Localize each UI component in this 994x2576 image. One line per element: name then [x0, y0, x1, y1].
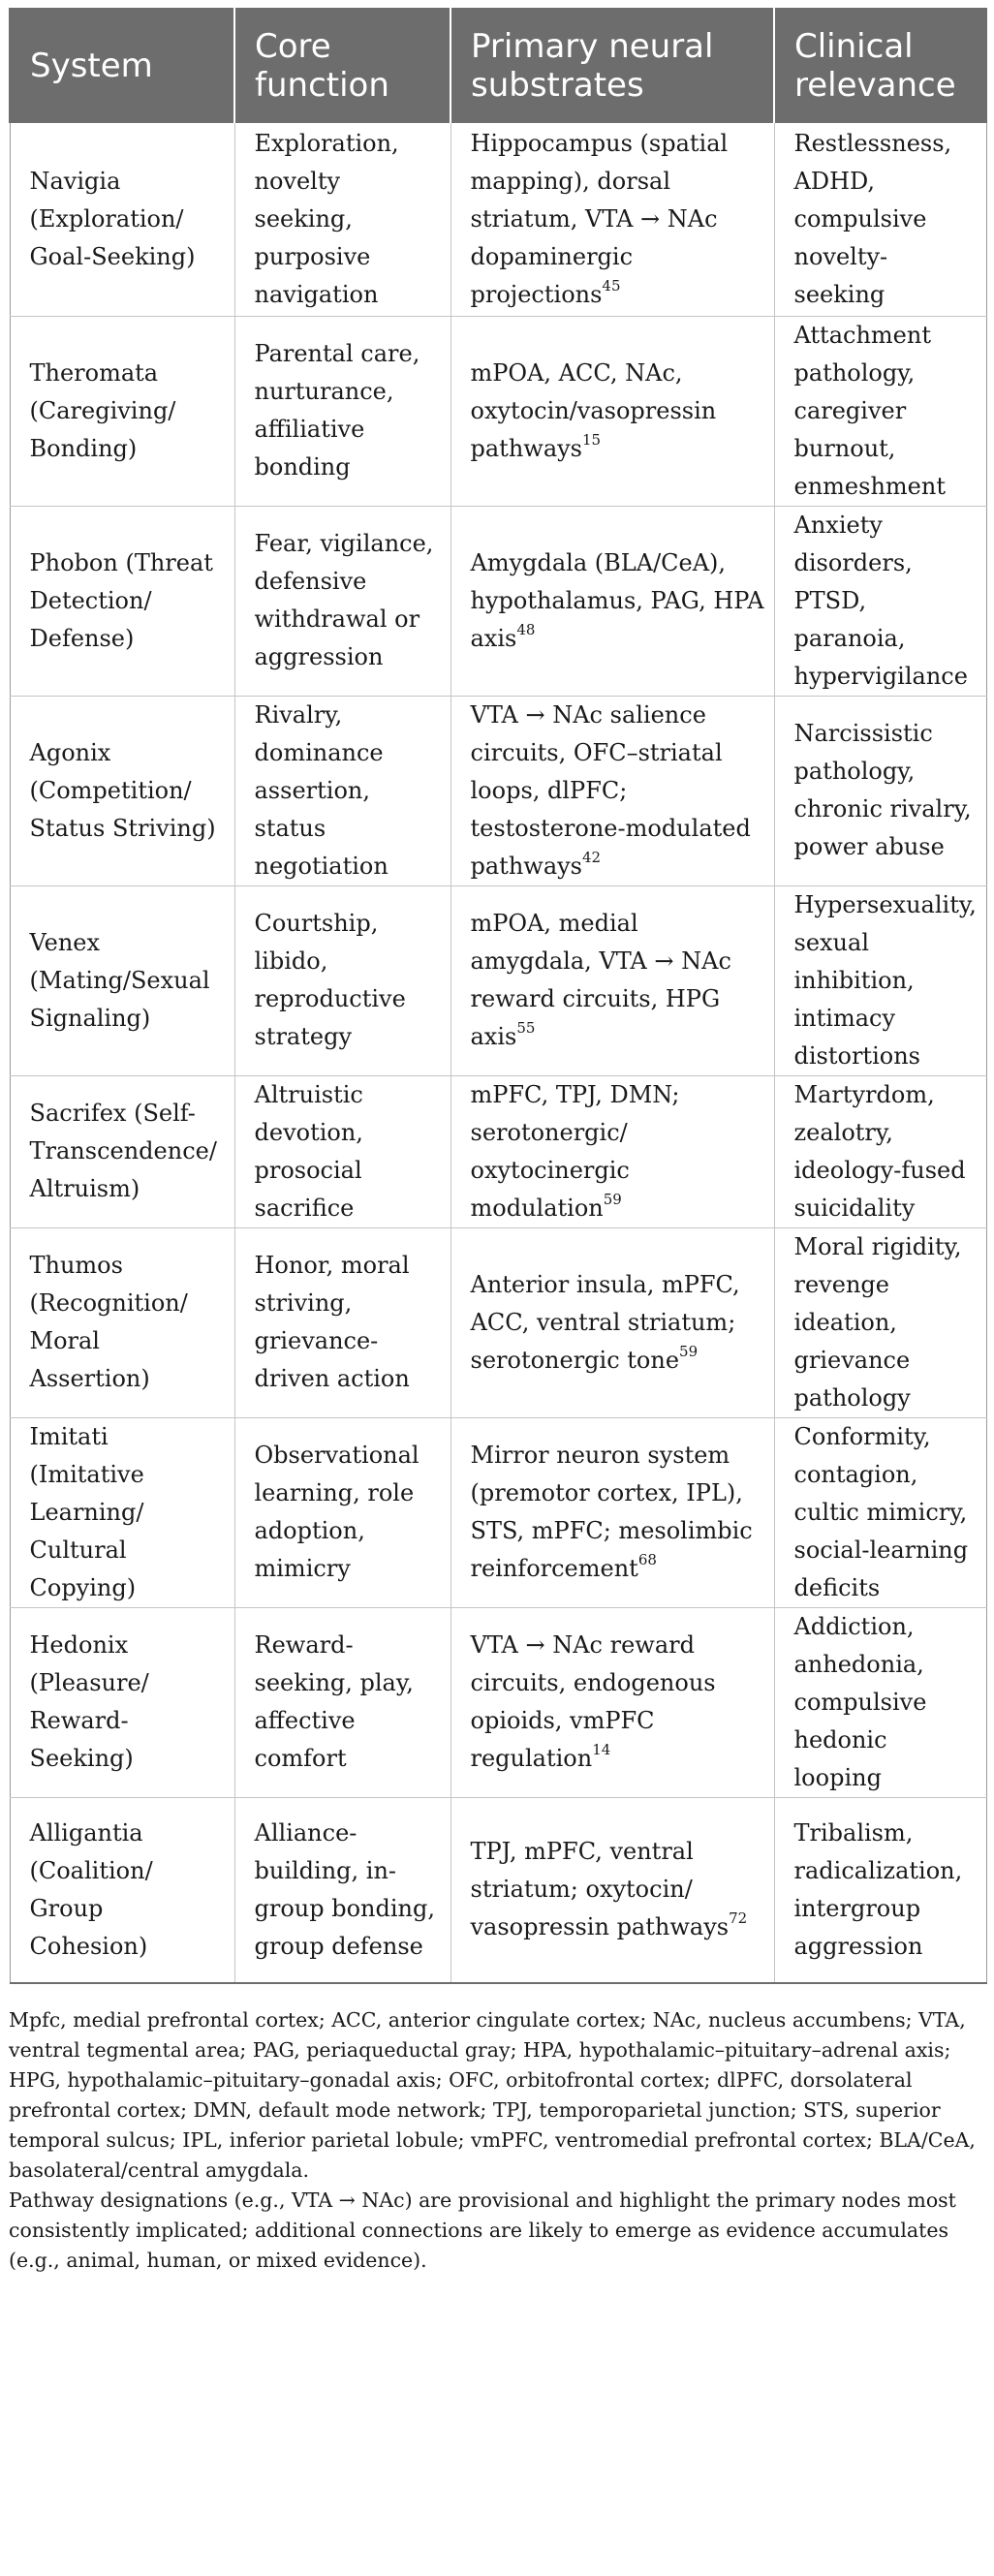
- header-system: System: [10, 9, 234, 122]
- substrates-text: TPJ, mPFC, ventral striatum; oxytocin/ vasopressin pathways: [470, 1838, 730, 1941]
- cell-clinical: Hypersexuality, sexual inhibition, intimacy distortions: [774, 885, 986, 1075]
- cell-core-function: Rivalry, dominance assertion, status negotiation: [234, 696, 450, 885]
- cell-system: Sacrifex (Self-Transcendence/ Altruism): [10, 1075, 234, 1227]
- table-row: [10, 1227, 986, 1417]
- citation-ref: 72: [729, 1909, 748, 1928]
- header-clinical-relevance: Clinical relevance: [774, 9, 986, 122]
- cell-system: Theromata (Caregiving/ Bonding): [10, 316, 234, 506]
- cell-system: Agonix (Competition/ Status Striving): [10, 696, 234, 885]
- cell-substrates: [450, 316, 774, 506]
- table-container: [9, 8, 985, 2276]
- substrates-text: Anterior insula, mPFC, ACC, ventral striatum; serotonergic tone: [470, 1270, 740, 1374]
- citation-ref: 59: [679, 1342, 699, 1360]
- table-body: [10, 122, 986, 1983]
- citation-ref: 68: [637, 1551, 657, 1568]
- cell-substrates: [450, 1075, 774, 1227]
- table-row: [10, 122, 986, 316]
- cell-clinical: Attachment pathology, caregiver burnout, enmeshment: [774, 316, 986, 506]
- cell-system: Hedonix (Pleasure/ Reward-Seeking): [10, 1607, 234, 1797]
- cell-core-function: Altruistic devotion, prosocial sacrifice: [234, 1075, 450, 1227]
- cell-clinical: Conformity, contagion, cultic mimicry, social-learning deficits: [774, 1417, 986, 1607]
- cell-system: Imitati (Imitative Learning/ Cultural Copying): [10, 1417, 234, 1607]
- table-row: [10, 316, 986, 506]
- cell-clinical: Restlessness, ADHD, compulsive novelty-seeking: [774, 122, 986, 316]
- cell-core-function: Honor, moral striving, grievance-driven action: [234, 1227, 450, 1417]
- citation-ref: 48: [516, 620, 536, 638]
- substrates-text: VTA → NAc salience circuits, OFC–striatal loops, dlPFC; testosterone-modulated pathways: [470, 700, 751, 880]
- cell-system: Venex (Mating/Sexual Signaling): [10, 885, 234, 1075]
- abbreviations-footnote: Mpfc, medial prefrontal cortex; ACC, anterior cingulate cortex; NAc, nucleus accumbens; VTA, ventral tegmental area; PAG, periaqueductal gray; HPA, hypothalamic–pituitary–adrenal axis; HPG, hypothalamic–pituitary–gonadal axis; OFC, orbitofrontal cortex; dlPFC, dorsolateral prefrontal cortex; DMN, default mode network; TPJ, temporoparietal junction; STS, superior temporal sulcus; IPL, inferior parietal lobule; vmPFC, ventromedial prefrontal cortex; BLA/CeA, basolateral/central amygdala.: [9, 2008, 976, 2182]
- table-row: [10, 1797, 986, 1983]
- cell-clinical: Narcissistic pathology, chronic rivalry, power abuse: [774, 696, 986, 885]
- cell-core-function: Parental care, nurturance, affiliative bonding: [234, 316, 450, 506]
- cell-substrates: [450, 506, 774, 696]
- citation-ref: 42: [582, 848, 602, 866]
- cell-system: Alligantia (Coalition/ Group Cohesion): [10, 1797, 234, 1983]
- cell-substrates: [450, 1607, 774, 1797]
- substrates-text: mPOA, ACC, NAc, oxytocin/vasopressin pathways: [470, 358, 717, 462]
- citation-ref: 59: [603, 1190, 622, 1208]
- cell-substrates: [450, 696, 774, 885]
- cell-system: Phobon (Threat Detection/ Defense): [10, 506, 234, 696]
- table-row: [10, 1607, 986, 1797]
- cell-core-function: Alliance-building, in-group bonding, group defense: [234, 1797, 450, 1983]
- substrates-text: Hippocampus (spatial mapping), dorsal striatum, VTA → NAc dopaminergic projections: [470, 129, 729, 308]
- cell-substrates: [450, 122, 774, 316]
- substrates-text: Amygdala (BLA/CeA), hypothalamus, PAG, HPA axis: [470, 548, 764, 652]
- citation-ref: 14: [592, 1741, 611, 1758]
- citation-ref: 55: [516, 1019, 536, 1037]
- table-row: [10, 885, 986, 1075]
- cell-core-function: Exploration, novelty seeking, purposive navigation: [234, 122, 450, 316]
- cell-substrates: [450, 885, 774, 1075]
- cell-clinical: Moral rigidity, revenge ideation, grievance pathology: [774, 1227, 986, 1417]
- cell-clinical: Anxiety disorders, PTSD, paranoia, hypervigilance: [774, 506, 986, 696]
- cell-system: Navigia (Exploration/ Goal-Seeking): [10, 122, 234, 316]
- cell-clinical: Addiction, anhedonia, compulsive hedonic looping: [774, 1607, 986, 1797]
- substrates-text: Mirror neuron system (premotor cortex, IPL), STS, mPFC; mesolimbic reinforcement: [470, 1442, 753, 1582]
- cell-core-function: Observational learning, role adoption, mimicry: [234, 1417, 450, 1607]
- table-footnotes: [9, 2005, 987, 2276]
- header-primary-neural-substrates: Primary neural substrates: [450, 9, 774, 122]
- substrates-text: mPOA, medial amygdala, VTA → NAc reward circuits, HPG axis: [470, 910, 731, 1050]
- cell-system: Thumos (Recognition/ Moral Assertion): [10, 1227, 234, 1417]
- cell-core-function: Reward-seeking, play, affective comfort: [234, 1607, 450, 1797]
- neural-systems-table: [9, 8, 987, 1984]
- cell-substrates: [450, 1417, 774, 1607]
- cell-core-function: Courtship, libido, reproductive strategy: [234, 885, 450, 1075]
- pathway-footnote: Pathway designations (e.g., VTA → NAc) are provisional and highlight the primary nodes most consistently implicated; additional connections are likely to emerge as evidence accumulates (e.g., animal, human, or mixed evidence).: [9, 2188, 956, 2272]
- citation-ref: 15: [582, 430, 602, 449]
- cell-substrates: [450, 1797, 774, 1983]
- cell-clinical: Tribalism, radicalization, intergroup aggression: [774, 1797, 986, 1983]
- header-core-function: Core function: [234, 9, 450, 122]
- table-row: [10, 1417, 986, 1607]
- substrates-text: VTA → NAc reward circuits, endogenous opioids, vmPFC regulation: [470, 1631, 716, 1772]
- table-row: [10, 1075, 986, 1227]
- cell-clinical: Martyrdom, zealotry, ideology-fused suicidality: [774, 1075, 986, 1227]
- substrates-text: mPFC, TPJ, DMN; serotonergic/ oxytocinergic modulation: [470, 1080, 680, 1222]
- table-row: [10, 506, 986, 696]
- cell-substrates: [450, 1227, 774, 1417]
- table-row: [10, 696, 986, 885]
- cell-core-function: Fear, vigilance, defensive withdrawal or aggression: [234, 506, 450, 696]
- table-header: [10, 9, 986, 122]
- citation-ref: 45: [602, 276, 621, 295]
- header-row: [10, 9, 986, 122]
